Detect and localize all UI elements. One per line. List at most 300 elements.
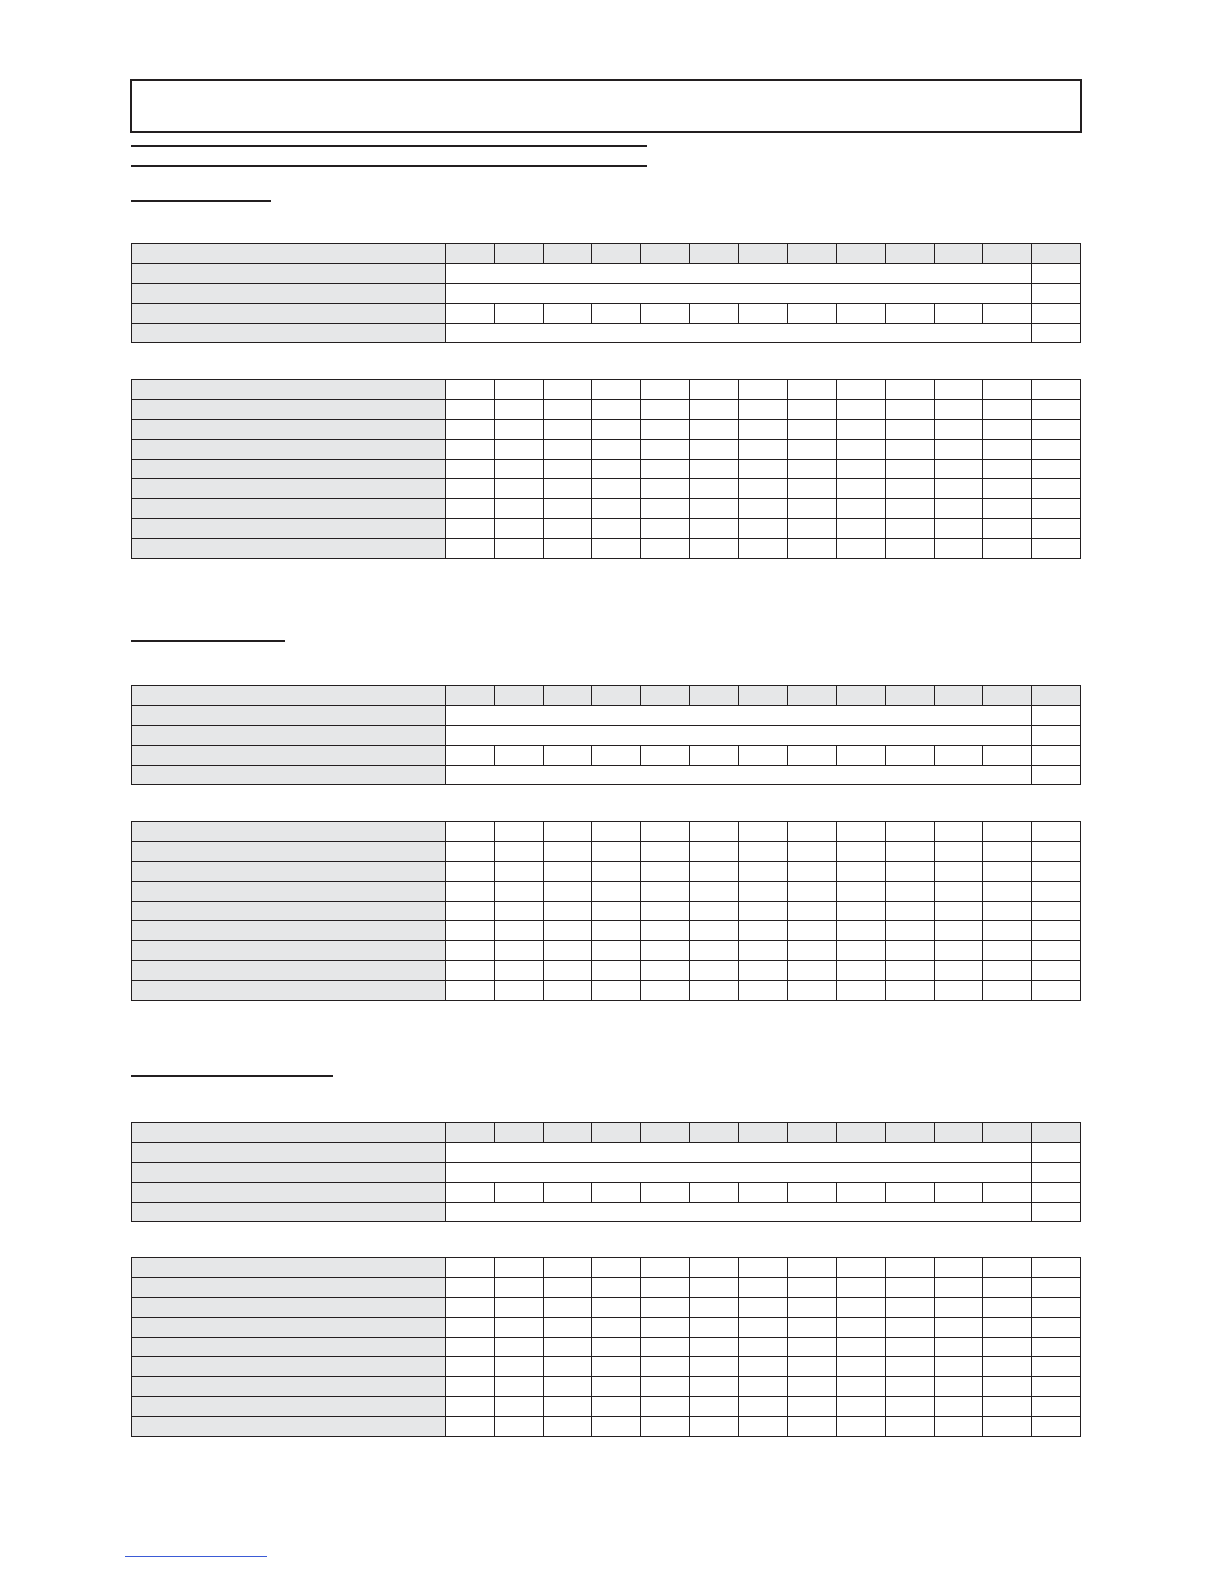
month-cell[interactable] xyxy=(837,1377,886,1397)
month-cell[interactable] xyxy=(837,1337,886,1357)
month-cell[interactable] xyxy=(739,1357,788,1377)
month-cell[interactable] xyxy=(592,1377,641,1397)
month-cell[interactable] xyxy=(837,1258,886,1278)
total-cell[interactable] xyxy=(1032,1357,1081,1377)
entry-field[interactable] xyxy=(446,1202,1032,1222)
month-cell[interactable] xyxy=(495,981,544,1001)
month-cell[interactable] xyxy=(495,380,544,400)
month-cell[interactable] xyxy=(592,1337,641,1357)
month-cell[interactable] xyxy=(983,419,1032,439)
month-cell[interactable] xyxy=(935,380,983,400)
month-cell[interactable] xyxy=(739,901,788,921)
total-cell[interactable] xyxy=(1032,1182,1081,1202)
month-cell[interactable] xyxy=(446,399,495,419)
month-cell[interactable] xyxy=(446,380,495,400)
month-cell[interactable] xyxy=(739,380,788,400)
month-cell[interactable] xyxy=(837,419,886,439)
month-cell[interactable] xyxy=(544,419,592,439)
month-cell[interactable] xyxy=(983,841,1032,861)
month-cell[interactable] xyxy=(935,1357,983,1377)
month-cell[interactable] xyxy=(641,459,690,479)
month-cell[interactable] xyxy=(739,499,788,519)
month-cell[interactable] xyxy=(837,961,886,981)
month-cell[interactable] xyxy=(983,479,1032,499)
month-cell[interactable] xyxy=(690,1297,739,1317)
month-cell[interactable] xyxy=(446,822,495,842)
month-cell[interactable] xyxy=(544,519,592,539)
entry-field[interactable] xyxy=(446,263,1032,283)
month-cell[interactable] xyxy=(641,479,690,499)
month-cell[interactable] xyxy=(788,961,837,981)
month-cell[interactable] xyxy=(446,1182,495,1202)
month-cell[interactable] xyxy=(446,1337,495,1357)
month-cell[interactable] xyxy=(837,981,886,1001)
month-cell[interactable] xyxy=(788,539,837,559)
month-cell[interactable] xyxy=(788,1317,837,1337)
month-cell[interactable] xyxy=(983,399,1032,419)
month-cell[interactable] xyxy=(886,419,935,439)
month-cell[interactable] xyxy=(837,1357,886,1377)
month-cell[interactable] xyxy=(886,303,935,323)
month-cell[interactable] xyxy=(739,881,788,901)
entry-field[interactable] xyxy=(446,1142,1032,1162)
month-cell[interactable] xyxy=(739,1317,788,1337)
month-cell[interactable] xyxy=(788,303,837,323)
month-cell[interactable] xyxy=(592,1357,641,1377)
month-cell[interactable] xyxy=(446,519,495,539)
month-cell[interactable] xyxy=(788,1277,837,1297)
month-cell[interactable] xyxy=(544,380,592,400)
month-cell[interactable] xyxy=(446,539,495,559)
month-cell[interactable] xyxy=(983,519,1032,539)
month-cell[interactable] xyxy=(544,961,592,981)
month-cell[interactable] xyxy=(935,1337,983,1357)
month-cell[interactable] xyxy=(788,399,837,419)
month-cell[interactable] xyxy=(592,1258,641,1278)
month-cell[interactable] xyxy=(690,1337,739,1357)
total-cell[interactable] xyxy=(1032,380,1081,400)
month-cell[interactable] xyxy=(690,399,739,419)
month-cell[interactable] xyxy=(641,380,690,400)
month-cell[interactable] xyxy=(935,419,983,439)
month-cell[interactable] xyxy=(641,1297,690,1317)
month-cell[interactable] xyxy=(739,861,788,881)
month-cell[interactable] xyxy=(886,1377,935,1397)
month-cell[interactable] xyxy=(544,1182,592,1202)
month-cell[interactable] xyxy=(983,539,1032,559)
month-cell[interactable] xyxy=(886,961,935,981)
month-cell[interactable] xyxy=(446,941,495,961)
month-cell[interactable] xyxy=(446,881,495,901)
month-cell[interactable] xyxy=(690,745,739,765)
month-cell[interactable] xyxy=(495,941,544,961)
month-cell[interactable] xyxy=(446,459,495,479)
total-cell[interactable] xyxy=(1032,1142,1081,1162)
month-cell[interactable] xyxy=(935,439,983,459)
month-cell[interactable] xyxy=(739,459,788,479)
month-cell[interactable] xyxy=(837,745,886,765)
total-cell[interactable] xyxy=(1032,841,1081,861)
month-cell[interactable] xyxy=(641,1337,690,1357)
month-cell[interactable] xyxy=(886,380,935,400)
month-cell[interactable] xyxy=(935,961,983,981)
month-cell[interactable] xyxy=(641,901,690,921)
month-cell[interactable] xyxy=(837,822,886,842)
month-cell[interactable] xyxy=(886,981,935,1001)
month-cell[interactable] xyxy=(495,479,544,499)
month-cell[interactable] xyxy=(544,1357,592,1377)
month-cell[interactable] xyxy=(690,439,739,459)
month-cell[interactable] xyxy=(495,841,544,861)
month-cell[interactable] xyxy=(495,1397,544,1417)
month-cell[interactable] xyxy=(690,1397,739,1417)
month-cell[interactable] xyxy=(837,841,886,861)
total-cell[interactable] xyxy=(1032,1397,1081,1417)
month-cell[interactable] xyxy=(690,822,739,842)
month-cell[interactable] xyxy=(837,479,886,499)
month-cell[interactable] xyxy=(983,439,1032,459)
total-cell[interactable] xyxy=(1032,725,1081,745)
month-cell[interactable] xyxy=(935,901,983,921)
month-cell[interactable] xyxy=(690,1317,739,1337)
month-cell[interactable] xyxy=(446,1397,495,1417)
total-cell[interactable] xyxy=(1032,1297,1081,1317)
month-cell[interactable] xyxy=(592,1397,641,1417)
month-cell[interactable] xyxy=(788,822,837,842)
month-cell[interactable] xyxy=(983,1182,1032,1202)
month-cell[interactable] xyxy=(446,1417,495,1437)
month-cell[interactable] xyxy=(641,519,690,539)
month-cell[interactable] xyxy=(592,439,641,459)
month-cell[interactable] xyxy=(641,745,690,765)
month-cell[interactable] xyxy=(935,459,983,479)
month-cell[interactable] xyxy=(935,881,983,901)
month-cell[interactable] xyxy=(935,981,983,1001)
month-cell[interactable] xyxy=(544,1297,592,1317)
month-cell[interactable] xyxy=(544,303,592,323)
month-cell[interactable] xyxy=(788,459,837,479)
month-cell[interactable] xyxy=(837,861,886,881)
total-cell[interactable] xyxy=(1032,499,1081,519)
month-cell[interactable] xyxy=(983,822,1032,842)
month-cell[interactable] xyxy=(886,439,935,459)
month-cell[interactable] xyxy=(495,901,544,921)
month-cell[interactable] xyxy=(739,921,788,941)
month-cell[interactable] xyxy=(886,941,935,961)
month-cell[interactable] xyxy=(886,1182,935,1202)
month-cell[interactable] xyxy=(886,1397,935,1417)
month-cell[interactable] xyxy=(788,1258,837,1278)
month-cell[interactable] xyxy=(739,822,788,842)
total-cell[interactable] xyxy=(1032,479,1081,499)
month-cell[interactable] xyxy=(837,399,886,419)
month-cell[interactable] xyxy=(886,921,935,941)
month-cell[interactable] xyxy=(446,303,495,323)
month-cell[interactable] xyxy=(788,439,837,459)
month-cell[interactable] xyxy=(592,745,641,765)
month-cell[interactable] xyxy=(495,499,544,519)
month-cell[interactable] xyxy=(983,861,1032,881)
month-cell[interactable] xyxy=(544,1417,592,1437)
month-cell[interactable] xyxy=(641,499,690,519)
total-cell[interactable] xyxy=(1032,399,1081,419)
month-cell[interactable] xyxy=(495,1297,544,1317)
month-cell[interactable] xyxy=(446,981,495,1001)
month-cell[interactable] xyxy=(544,921,592,941)
month-cell[interactable] xyxy=(641,1277,690,1297)
month-cell[interactable] xyxy=(641,1317,690,1337)
total-cell[interactable] xyxy=(1032,745,1081,765)
month-cell[interactable] xyxy=(446,1357,495,1377)
month-cell[interactable] xyxy=(886,399,935,419)
month-cell[interactable] xyxy=(690,841,739,861)
month-cell[interactable] xyxy=(886,861,935,881)
month-cell[interactable] xyxy=(641,1377,690,1397)
month-cell[interactable] xyxy=(446,1258,495,1278)
month-cell[interactable] xyxy=(544,881,592,901)
month-cell[interactable] xyxy=(641,861,690,881)
month-cell[interactable] xyxy=(446,1297,495,1317)
month-cell[interactable] xyxy=(544,981,592,1001)
month-cell[interactable] xyxy=(935,1258,983,1278)
month-cell[interactable] xyxy=(983,961,1032,981)
month-cell[interactable] xyxy=(690,981,739,1001)
month-cell[interactable] xyxy=(641,1258,690,1278)
month-cell[interactable] xyxy=(739,961,788,981)
month-cell[interactable] xyxy=(788,901,837,921)
month-cell[interactable] xyxy=(886,1357,935,1377)
total-cell[interactable] xyxy=(1032,705,1081,725)
month-cell[interactable] xyxy=(837,1297,886,1317)
month-cell[interactable] xyxy=(739,539,788,559)
month-cell[interactable] xyxy=(544,539,592,559)
total-cell[interactable] xyxy=(1032,961,1081,981)
month-cell[interactable] xyxy=(983,941,1032,961)
month-cell[interactable] xyxy=(592,459,641,479)
month-cell[interactable] xyxy=(886,881,935,901)
month-cell[interactable] xyxy=(739,1297,788,1317)
month-cell[interactable] xyxy=(935,303,983,323)
month-cell[interactable] xyxy=(983,1397,1032,1417)
month-cell[interactable] xyxy=(837,881,886,901)
month-cell[interactable] xyxy=(544,1397,592,1417)
month-cell[interactable] xyxy=(495,961,544,981)
month-cell[interactable] xyxy=(983,303,1032,323)
month-cell[interactable] xyxy=(837,1317,886,1337)
month-cell[interactable] xyxy=(544,479,592,499)
month-cell[interactable] xyxy=(690,961,739,981)
month-cell[interactable] xyxy=(641,1357,690,1377)
month-cell[interactable] xyxy=(886,1277,935,1297)
month-cell[interactable] xyxy=(886,1337,935,1357)
month-cell[interactable] xyxy=(495,745,544,765)
month-cell[interactable] xyxy=(495,399,544,419)
month-cell[interactable] xyxy=(592,1297,641,1317)
month-cell[interactable] xyxy=(495,861,544,881)
month-cell[interactable] xyxy=(446,861,495,881)
month-cell[interactable] xyxy=(592,539,641,559)
month-cell[interactable] xyxy=(739,479,788,499)
month-cell[interactable] xyxy=(690,861,739,881)
month-cell[interactable] xyxy=(690,1182,739,1202)
month-cell[interactable] xyxy=(739,1377,788,1397)
total-cell[interactable] xyxy=(1032,901,1081,921)
month-cell[interactable] xyxy=(641,841,690,861)
month-cell[interactable] xyxy=(592,419,641,439)
month-cell[interactable] xyxy=(544,1277,592,1297)
month-cell[interactable] xyxy=(641,439,690,459)
month-cell[interactable] xyxy=(592,380,641,400)
month-cell[interactable] xyxy=(592,1182,641,1202)
month-cell[interactable] xyxy=(592,881,641,901)
month-cell[interactable] xyxy=(641,941,690,961)
month-cell[interactable] xyxy=(739,519,788,539)
month-cell[interactable] xyxy=(544,861,592,881)
month-cell[interactable] xyxy=(446,419,495,439)
month-cell[interactable] xyxy=(641,822,690,842)
month-cell[interactable] xyxy=(935,861,983,881)
month-cell[interactable] xyxy=(690,1277,739,1297)
month-cell[interactable] xyxy=(788,419,837,439)
month-cell[interactable] xyxy=(886,822,935,842)
entry-field[interactable] xyxy=(446,1162,1032,1182)
month-cell[interactable] xyxy=(544,439,592,459)
month-cell[interactable] xyxy=(690,1357,739,1377)
month-cell[interactable] xyxy=(495,881,544,901)
month-cell[interactable] xyxy=(788,380,837,400)
month-cell[interactable] xyxy=(641,1397,690,1417)
month-cell[interactable] xyxy=(983,921,1032,941)
month-cell[interactable] xyxy=(495,1417,544,1437)
month-cell[interactable] xyxy=(544,399,592,419)
month-cell[interactable] xyxy=(935,921,983,941)
month-cell[interactable] xyxy=(983,1297,1032,1317)
month-cell[interactable] xyxy=(935,479,983,499)
month-cell[interactable] xyxy=(592,1277,641,1297)
month-cell[interactable] xyxy=(739,841,788,861)
month-cell[interactable] xyxy=(641,961,690,981)
month-cell[interactable] xyxy=(983,459,1032,479)
month-cell[interactable] xyxy=(592,901,641,921)
month-cell[interactable] xyxy=(544,745,592,765)
entry-field[interactable] xyxy=(446,725,1032,745)
month-cell[interactable] xyxy=(739,941,788,961)
month-cell[interactable] xyxy=(544,841,592,861)
month-cell[interactable] xyxy=(592,921,641,941)
month-cell[interactable] xyxy=(788,981,837,1001)
total-cell[interactable] xyxy=(1032,1377,1081,1397)
total-cell[interactable] xyxy=(1032,1277,1081,1297)
month-cell[interactable] xyxy=(983,1357,1032,1377)
month-cell[interactable] xyxy=(837,1397,886,1417)
month-cell[interactable] xyxy=(788,921,837,941)
month-cell[interactable] xyxy=(592,961,641,981)
total-cell[interactable] xyxy=(1032,981,1081,1001)
month-cell[interactable] xyxy=(495,1317,544,1337)
total-cell[interactable] xyxy=(1032,1202,1081,1222)
month-cell[interactable] xyxy=(886,459,935,479)
month-cell[interactable] xyxy=(935,745,983,765)
month-cell[interactable] xyxy=(495,459,544,479)
month-cell[interactable] xyxy=(690,459,739,479)
month-cell[interactable] xyxy=(544,499,592,519)
month-cell[interactable] xyxy=(495,1377,544,1397)
total-cell[interactable] xyxy=(1032,263,1081,283)
month-cell[interactable] xyxy=(544,822,592,842)
total-cell[interactable] xyxy=(1032,303,1081,323)
month-cell[interactable] xyxy=(690,901,739,921)
month-cell[interactable] xyxy=(983,981,1032,1001)
total-cell[interactable] xyxy=(1032,1162,1081,1182)
month-cell[interactable] xyxy=(935,1417,983,1437)
month-cell[interactable] xyxy=(788,1297,837,1317)
month-cell[interactable] xyxy=(935,519,983,539)
month-cell[interactable] xyxy=(495,1258,544,1278)
month-cell[interactable] xyxy=(837,941,886,961)
month-cell[interactable] xyxy=(935,539,983,559)
month-cell[interactable] xyxy=(788,1182,837,1202)
month-cell[interactable] xyxy=(739,1417,788,1437)
total-cell[interactable] xyxy=(1032,439,1081,459)
month-cell[interactable] xyxy=(690,941,739,961)
entry-field[interactable] xyxy=(446,765,1032,785)
month-cell[interactable] xyxy=(886,539,935,559)
month-cell[interactable] xyxy=(592,479,641,499)
month-cell[interactable] xyxy=(837,921,886,941)
month-cell[interactable] xyxy=(983,745,1032,765)
month-cell[interactable] xyxy=(544,1337,592,1357)
month-cell[interactable] xyxy=(837,459,886,479)
month-cell[interactable] xyxy=(983,499,1032,519)
month-cell[interactable] xyxy=(592,861,641,881)
month-cell[interactable] xyxy=(544,459,592,479)
month-cell[interactable] xyxy=(446,499,495,519)
month-cell[interactable] xyxy=(788,1397,837,1417)
month-cell[interactable] xyxy=(690,539,739,559)
month-cell[interactable] xyxy=(886,1317,935,1337)
month-cell[interactable] xyxy=(690,1417,739,1437)
month-cell[interactable] xyxy=(690,921,739,941)
month-cell[interactable] xyxy=(641,1182,690,1202)
month-cell[interactable] xyxy=(837,1417,886,1437)
month-cell[interactable] xyxy=(788,941,837,961)
total-cell[interactable] xyxy=(1032,459,1081,479)
month-cell[interactable] xyxy=(837,519,886,539)
month-cell[interactable] xyxy=(641,921,690,941)
month-cell[interactable] xyxy=(788,1377,837,1397)
month-cell[interactable] xyxy=(983,1337,1032,1357)
month-cell[interactable] xyxy=(886,519,935,539)
total-cell[interactable] xyxy=(1032,881,1081,901)
month-cell[interactable] xyxy=(886,479,935,499)
month-cell[interactable] xyxy=(544,1377,592,1397)
total-cell[interactable] xyxy=(1032,861,1081,881)
month-cell[interactable] xyxy=(495,539,544,559)
month-cell[interactable] xyxy=(983,881,1032,901)
month-cell[interactable] xyxy=(641,303,690,323)
month-cell[interactable] xyxy=(886,1258,935,1278)
footer-link[interactable] xyxy=(125,1556,267,1557)
month-cell[interactable] xyxy=(886,1417,935,1437)
month-cell[interactable] xyxy=(983,1258,1032,1278)
month-cell[interactable] xyxy=(788,1357,837,1377)
month-cell[interactable] xyxy=(739,1337,788,1357)
month-cell[interactable] xyxy=(592,822,641,842)
month-cell[interactable] xyxy=(495,822,544,842)
month-cell[interactable] xyxy=(690,419,739,439)
month-cell[interactable] xyxy=(690,303,739,323)
month-cell[interactable] xyxy=(788,1337,837,1357)
